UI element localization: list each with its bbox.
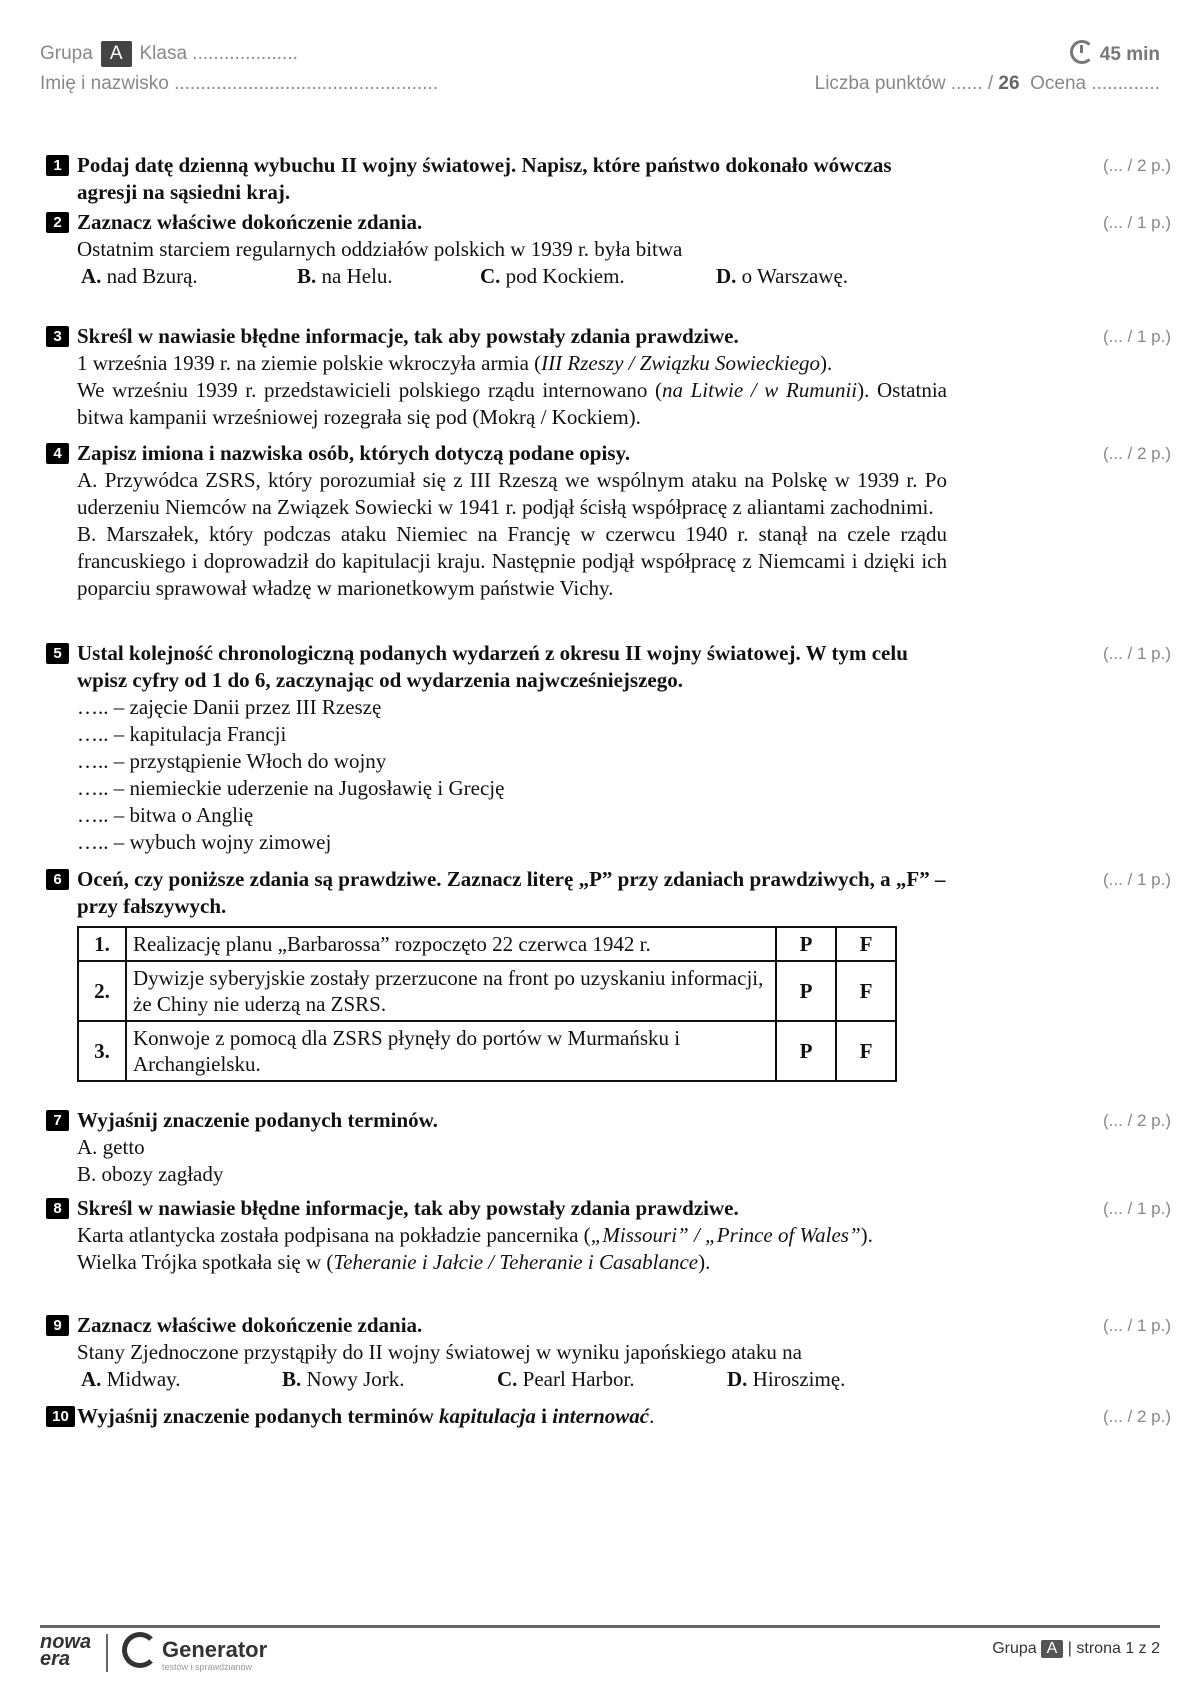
page-footer xyxy=(992,1640,1160,1658)
nowa-era-logo: nowa era xyxy=(40,1631,92,1670)
true-false-table xyxy=(77,926,897,1082)
clock-icon xyxy=(1070,40,1094,64)
task-1 xyxy=(46,152,1171,206)
task-question: Oceń, czy poniższe zdania są prawdziwe. Zaznacz literę „P” przy zdaniach prawdziwych, a „F” – przy fałszywych. xyxy=(77,867,946,918)
answer-options xyxy=(81,1366,947,1393)
task-points: (... / 1 p.) xyxy=(1102,213,1171,232)
description-b: B. Marszałek, który podczas ataku Niemiec na Francję w czerwcu 1940 r. stanął na czele rządu francuskiego i doprowadził do kapitulacji kraju. Następnie podjął współpracę z Niemcami i dzięki ich poparciu sprawował władzę w marionetkowym państwie Vichy. xyxy=(77,522,947,600)
page-number: | strona 1 z 2 xyxy=(1067,1640,1160,1657)
list-item: A. getto xyxy=(77,1135,145,1159)
points-label: Liczba punktów ...... / xyxy=(814,73,994,94)
list-item: B. obozy zagłady xyxy=(77,1162,224,1186)
option-a[interactable]: A. nad Bzurą. xyxy=(81,264,198,288)
option-a[interactable]: A. Midway. xyxy=(81,1367,181,1391)
task-text: 1 września 1939 r. na ziemie polskie wkroczyła armia (III Rzeszy / Związku Sowieckiego). xyxy=(77,351,833,375)
task-number: 10 xyxy=(46,1406,75,1427)
grade-field: Ocena ............. xyxy=(1030,73,1160,94)
table-row: 1. Realizację planu „Barbarossa” rozpoczęto 22 czerwca 1942 r. P F xyxy=(78,927,896,961)
answer-options xyxy=(81,263,947,290)
task-question: Zaznacz właściwe dokończenie zdania. xyxy=(77,210,423,234)
task-2 xyxy=(46,209,1171,290)
task-question: Wyjaśnij znaczenie podanych terminów kapitulacja i internować. xyxy=(77,1404,655,1428)
name-field: Imię i nazwisko .................................................. xyxy=(40,73,439,94)
task-question: Zaznacz właściwe dokończenie zdania. xyxy=(77,1313,423,1337)
task-10 xyxy=(46,1403,1171,1430)
description-a: A. Przywódca ZSRS, który porozumiał się z III Rzeszą we wspólnym ataku na Polskę w 1939 r. Po uderzeniu Niemców na Związek Sowiecki w 1941 r. podjął ścisłą współpracę z aliantami zachodnimi. xyxy=(77,468,947,519)
option-c[interactable]: C. pod Kockiem. xyxy=(480,264,625,288)
task-question: Zapisz imiona i nazwiska osób, których dotyczą podane opisy. xyxy=(77,441,631,465)
footer-group-badge: A xyxy=(1041,1640,1064,1658)
time-limit: 45 min xyxy=(1099,44,1160,65)
task-text: Stany Zjednoczone przystąpiły do II wojny światowej w wyniku japońskiego ataku na xyxy=(77,1340,802,1364)
option-b[interactable]: B. na Helu. xyxy=(297,264,393,288)
option-c[interactable]: C. Pearl Harbor. xyxy=(497,1367,635,1391)
task-points: (... / 2 p.) xyxy=(1102,1407,1171,1426)
group-badge: A xyxy=(101,41,132,67)
option-d[interactable]: D. o Warszawę. xyxy=(716,264,849,288)
task-number: 6 xyxy=(46,869,69,890)
task-number: 8 xyxy=(46,1198,69,1219)
true-option[interactable]: P xyxy=(776,961,836,1021)
task-6 xyxy=(46,866,1171,1082)
task-text: Karta atlantycka została podpisana na pokładzie pancernika („Missouri” / „Prince of Wales”). xyxy=(77,1223,873,1247)
generator-g-icon xyxy=(122,1632,158,1668)
task-points: (... / 2 p.) xyxy=(1102,156,1171,175)
task-4 xyxy=(46,440,1171,602)
task-text: We wrześniu 1939 r. przedstawicieli polskiego rządu internowano (na Litwie / w Rumunii). Ostatnia bitwa kampanii wrześniowej rozegrała się pod (Mokrą / Kockiem). xyxy=(77,378,947,429)
task-points: (... / 2 p.) xyxy=(1102,1111,1171,1130)
task-text: Wielka Trójka spotkała się w (Teheranie i Jałcie / Teheranie i Casablance). xyxy=(77,1250,711,1274)
task-points: (... / 1 p.) xyxy=(1102,1316,1171,1335)
task-question: Wyjaśnij znaczenie podanych terminów. xyxy=(77,1108,438,1132)
task-3 xyxy=(46,323,1171,431)
false-option[interactable]: F xyxy=(836,961,896,1021)
class-field: Klasa .................... xyxy=(139,43,298,64)
list-item: ….. – przystąpienie Włoch do wojny xyxy=(77,749,387,773)
task-9 xyxy=(46,1312,1171,1393)
task-number: 1 xyxy=(46,155,69,176)
task-number: 2 xyxy=(46,212,69,233)
task-question: Podaj datę dzienną wybuchu II wojny światowej. Napisz, które państwo dokonało wówczas agresji na sąsiedni kraj. xyxy=(77,153,892,204)
footer-divider xyxy=(40,1625,1160,1628)
task-5 xyxy=(46,640,1171,856)
task-text: Ostatnim starciem regularnych oddziałów polskich w 1939 r. była bitwa xyxy=(77,237,683,261)
false-option[interactable]: F xyxy=(836,927,896,961)
list-item: ….. – bitwa o Anglię xyxy=(77,803,254,827)
task-question: Skreśl w nawiasie błędne informacje, tak aby powstały zdania prawdziwe. xyxy=(77,324,739,348)
task-number: 5 xyxy=(46,643,69,664)
task-question: Skreśl w nawiasie błędne informacje, tak aby powstały zdania prawdziwe. xyxy=(77,1196,739,1220)
task-points: (... / 1 p.) xyxy=(1102,327,1171,346)
option-d[interactable]: D. Hiroszimę. xyxy=(727,1367,846,1391)
list-item: ….. – wybuch wojny zimowej xyxy=(77,830,332,854)
task-7 xyxy=(46,1107,1171,1188)
footer-group-label: Grupa xyxy=(992,1640,1037,1657)
generator-logo: Generator testów i sprawdzianów xyxy=(122,1632,267,1672)
task-points: (... / 1 p.) xyxy=(1102,870,1171,889)
list-item: ….. – kapitulacja Francji xyxy=(77,722,287,746)
task-points: (... / 1 p.) xyxy=(1102,1199,1171,1218)
group-label: Grupa xyxy=(40,43,93,64)
task-number: 7 xyxy=(46,1110,69,1131)
table-row: 2. Dywizje syberyjskie zostały przerzucone na front po uzyskaniu informacji, że Chiny nie uderzą na ZSRS. P F xyxy=(78,961,896,1021)
option-b[interactable]: B. Nowy Jork. xyxy=(282,1367,405,1391)
table-row: 3. Konwoje z pomocą dla ZSRS płynęły do portów w Murmańsku i Archangielsku. P F xyxy=(78,1021,896,1081)
logo-separator xyxy=(106,1634,108,1672)
task-number: 9 xyxy=(46,1315,69,1336)
false-option[interactable]: F xyxy=(836,1021,896,1081)
points-total: 26 xyxy=(998,73,1020,94)
task-question: Ustal kolejność chronologiczną podanych wydarzeń z okresu II wojny światowej. W tym celu wpisz cyfry od 1 do 6, zaczynając od wydarzenia najwcześniejszego. xyxy=(77,641,908,692)
task-8 xyxy=(46,1195,1171,1276)
true-option[interactable]: P xyxy=(776,927,836,961)
list-item: ….. – zajęcie Danii przez III Rzeszę xyxy=(77,695,382,719)
task-number: 3 xyxy=(46,326,69,347)
list-item: ….. – niemieckie uderzenie na Jugosławię i Grecję xyxy=(77,776,505,800)
task-points: (... / 1 p.) xyxy=(1102,644,1171,663)
true-option[interactable]: P xyxy=(776,1021,836,1081)
page-header xyxy=(40,40,1160,100)
task-points: (... / 2 p.) xyxy=(1102,444,1171,463)
task-number: 4 xyxy=(46,443,69,464)
